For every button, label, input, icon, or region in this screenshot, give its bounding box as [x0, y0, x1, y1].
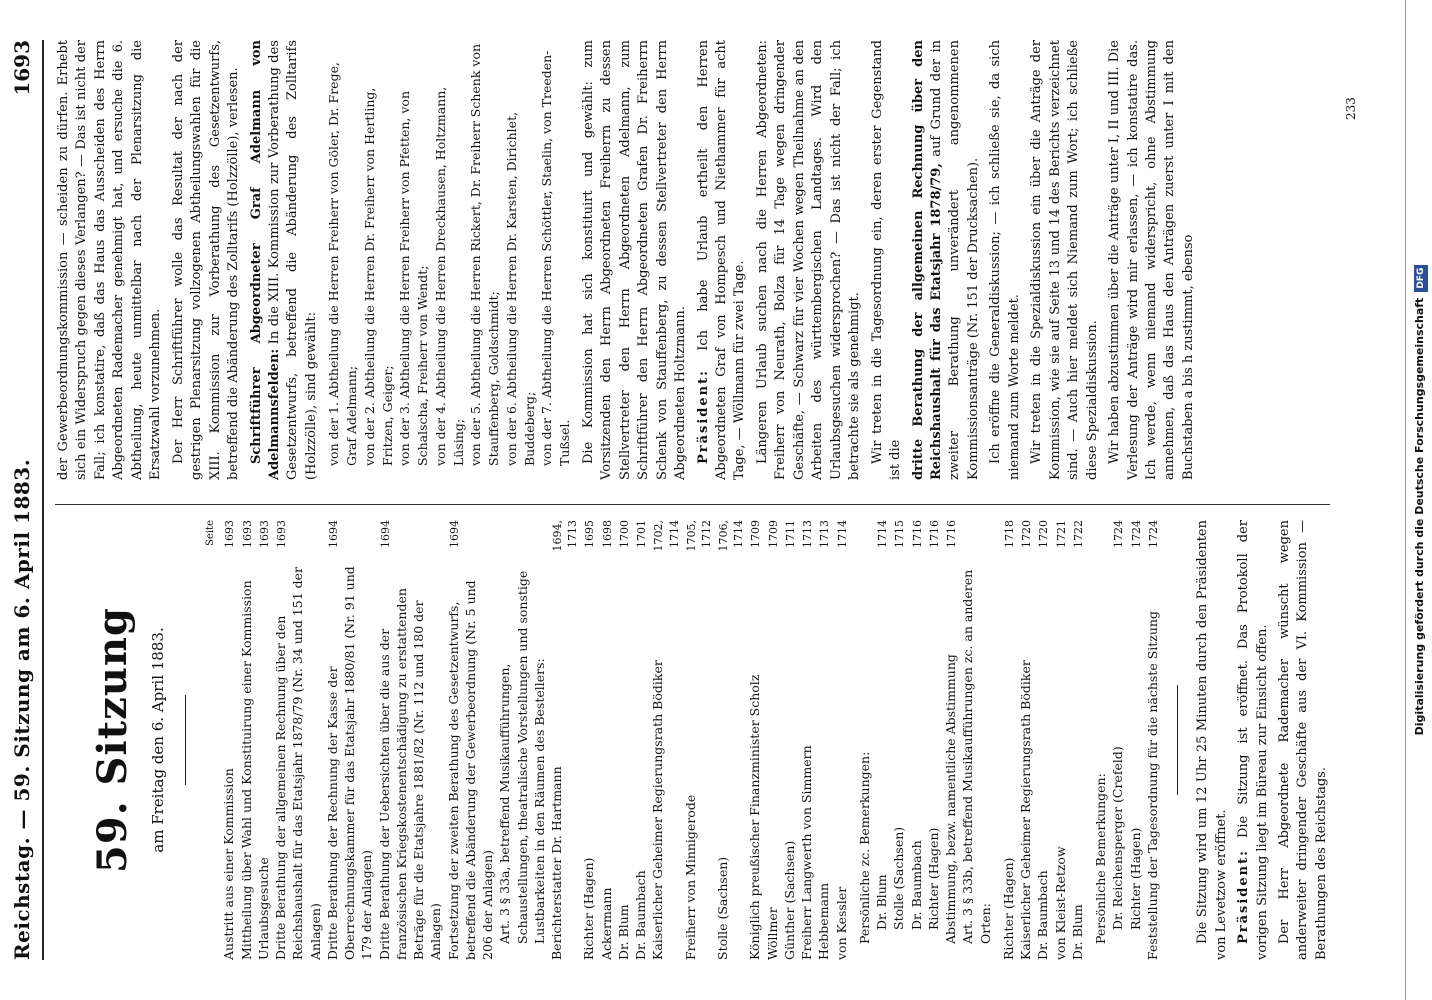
- section-rule: [1177, 685, 1178, 795]
- toc-entry-page: 1706, 1714: [717, 520, 746, 552]
- toc-entry-text: Richter (Hagen): [1127, 827, 1143, 930]
- toc-entry-text: Dritte Berathung der allgemeinen Rechnung über den Reichshaushalt für das Etatsjahr 1878/79 (Nr. 34 und 151 der Anlagen): [273, 567, 323, 960]
- toc-entry-text: Freiherr von Minnigerode: [682, 794, 698, 960]
- toc-entry: [714, 520, 746, 960]
- member-entry: von der 7. Abtheilung die Herren Schöttler, Staelin, von Treeden-Tußsel.: [539, 50, 573, 466]
- toc-entry: [376, 520, 445, 960]
- toc-entry-text: Wöllmer: [764, 907, 780, 960]
- member-entry: von der 4. Abtheilung die Herren Dreckhausen, Holtzmann, Lüsing;: [432, 86, 466, 466]
- toc-entry-page: 1694: [378, 520, 392, 548]
- toc-entry: [746, 520, 763, 960]
- toc-entry: [682, 520, 714, 960]
- toc-entry: [238, 520, 255, 960]
- toc-entry: [815, 520, 832, 960]
- body-paragraph: Der Herr Abgeordnete Rademacher wünscht wegen anderweiter dringender Geschäfte aus der VI. Kommission — Berathungen des Reichstags.: [1276, 520, 1329, 960]
- sitting-date: am Freitag den 6. April 1883.: [148, 627, 167, 853]
- toc-entry-text: Ackermann: [598, 887, 614, 960]
- page-number: 1693: [10, 40, 34, 96]
- toc-entry: [959, 520, 994, 960]
- toc-entry-text: Dritte Berathung der Rechnung der Kasse der Oberrechnungskammer für das Etatsjahr 1880/81 (Nr. 91 und 179 der Anlagen): [324, 566, 375, 960]
- toc-entry-text: Dr. Blum: [615, 904, 631, 960]
- toc-entry: [632, 520, 649, 960]
- toc-entry-page: 1724: [1112, 520, 1126, 548]
- toc-entry: [255, 520, 272, 960]
- speech-text: Ich habe Urlaub ertheilt den Herren Abgeordneten Graf von Hompesch und Niethammer für acht Tage, — Wöllmann für zwei Tage.: [695, 40, 748, 480]
- running-head: [8, 40, 38, 960]
- toc-entry-page: 1722: [1071, 520, 1085, 548]
- toc-entry-page: 1714: [876, 520, 890, 548]
- column-divider: [55, 504, 1330, 505]
- toc-entry-text: Stolle (Sachsen): [891, 826, 907, 930]
- funding-note: [1406, 0, 1432, 1000]
- toc-entry-page: 1724: [1146, 520, 1160, 548]
- toc-entry-text: Austritt aus einer Kommission: [221, 768, 237, 960]
- member-entry: von der 2. Abtheilung die Herren Dr. Freiherr von Hertling, Fritzen, Geiger;: [361, 87, 395, 466]
- toc-entry-page: 1713: [818, 520, 832, 548]
- toc-entry-text: von Kleist-Retzow: [1052, 846, 1068, 960]
- member-entry: von der 6. Abtheilung die Herren Dr. Karsten, Dirichlet, Buddeberg;: [503, 111, 537, 466]
- sitting-title: 59. Sitzung: [89, 607, 136, 873]
- toc-entry-text: Urlaubsgesuche: [255, 857, 271, 960]
- body-paragraph: der Gewerbeordnungskommission — scheiden zu dürfen. Erhebt sich ein Widerspruch gegen dieses Verlangen? — Das ist nicht der Fall; ich konstatire, daß das Haus das Ausscheiden des Herrn Abgeordneten Rademacher genehmigt hat, und ersuche die 6. Abtheilung, heute unmittelbar nach der Plenarsitzung die Ersatzwahl vorzunehmen.: [56, 40, 164, 480]
- toc-entry-page: 1716: [910, 520, 924, 548]
- toc-entry-text: Dr. Baumbach: [908, 840, 924, 930]
- toc-entry: [856, 520, 873, 960]
- opening-paragraph: Die Sitzung wird um 12 Uhr 25 Minuten durch den Präsidenten von Levetzow eröffnet.: [1195, 520, 1229, 960]
- toc-entry-page: 1694: [447, 520, 461, 548]
- toc-entry-text: Dr. Blum: [874, 874, 890, 930]
- toc-entry-text: Dr. Blum: [1069, 904, 1085, 960]
- body-paragraph: Wir haben abzustimmen über die Anträge unter I, II und III. Die Verlesung der Anträge wird mir erlassen, — ich konstatire das. Ich werde, wenn niemand widerspricht, ohne Abstimmung annehmen, daß das Haus den Anträgen zuerst unter I mit den Buchstaben a bis h zustimmt, ebenso: [1107, 40, 1196, 480]
- toc-entry-page: 1720: [1020, 520, 1034, 548]
- toc-entry: [925, 520, 942, 960]
- agenda-item: [910, 40, 984, 480]
- toc-entry-text: Richter (Hagen): [581, 857, 597, 960]
- agenda-text: auf Grund der in zweiter Berathung unverändert angenommenen Kommissionsanträge (Nr. 151 der Drucksachen).: [929, 40, 981, 480]
- toc-entry-page: 1702, 1714: [652, 520, 681, 552]
- toc-entry-text: Königlich preußischer Finanzminister Scholz: [747, 674, 763, 960]
- secretary-paragraph: [248, 40, 322, 480]
- toc-entry: [1144, 520, 1161, 960]
- toc-entry-text: Freiherr Langwerth von Simmern: [799, 745, 815, 960]
- toc-entry-text: von Kessler: [833, 886, 849, 960]
- speaker-label: Präsident:: [1236, 849, 1252, 944]
- toc-entry-page: 1698: [600, 520, 614, 548]
- toc-entry-page: 1700: [617, 520, 631, 548]
- body-paragraph: Ich eröffne die Generaldiskussion; — ich schließe sie, da sich niemand zum Worte meldet.: [988, 40, 1022, 480]
- toc-entry-text: Kaiserlicher Geheimer Regierungsrath Bödiker: [650, 660, 666, 960]
- digitization-sidebar: [1405, 0, 1432, 1000]
- toc-entry-page: 1715: [893, 520, 907, 548]
- toc-entry-text: Mittheilung über Wahl und Konstituirung einer Kommission: [238, 580, 254, 960]
- president-paragraph: [695, 40, 750, 480]
- header-rule: [42, 40, 44, 960]
- agenda-title: dritte Berathung der allgemeinen Rechnung über den Reichshaushalt für das Etatsjahr 1878/79,: [910, 40, 944, 480]
- toc-entry-page: 1724: [1129, 520, 1143, 548]
- toc-entry-text: Dr. Baumbach: [1035, 870, 1051, 960]
- right-column: [55, 40, 1335, 480]
- speaker-label: Schriftführer Abgeordneter Graf Adelmann von Adelmannsfelden:: [248, 40, 282, 480]
- toc-entry: [548, 520, 580, 960]
- toc-entry-page: 1694, 1713: [551, 520, 580, 552]
- toc-entry: [942, 520, 959, 960]
- dfg-logo: DFG: [1414, 265, 1428, 292]
- toc-entry-page: 1718: [1002, 520, 1016, 548]
- toc-entry: [764, 520, 781, 960]
- toc-entry: [1109, 520, 1126, 960]
- toc-entry: [890, 520, 907, 960]
- body-paragraph: Längeren Urlaub suchen nach die Herren Abgeordneten: Freiherr von Neurath, Bolza für 14 Tage wegen dringender Geschäfte, — Schwarz für vier Wochen wegen Theilnahme an den Arbeiten des württembergischen Landtages. Wird den Urlaubsgesuchen widersprochen? — Das ist nicht der Fall; ich betrachte sie als genehmigt.: [754, 40, 863, 480]
- toc-entry-page: 1716: [927, 520, 941, 548]
- toc-entry-text: Stolle (Sachsen): [715, 856, 731, 960]
- toc-entry-text: Günther (Sachsen): [781, 840, 797, 960]
- toc-entry: [1034, 520, 1051, 960]
- toc-entry-text: Persönliche zc. Bemerkungen:: [856, 751, 872, 944]
- toc-entry: [598, 520, 615, 960]
- toc-entry-page: 1694: [326, 520, 340, 548]
- toc-entry-text: Berichterstatter Dr. Hartmann: [549, 766, 565, 960]
- signature-mark: 233: [1344, 97, 1358, 120]
- toc-entry-text: Hebbemann: [816, 882, 832, 960]
- toc-entry-page: 1714: [835, 520, 849, 548]
- speech-text: In die XIII. Kommission zur Vorberathung des Gesetzentwurfs, betreffend die Abänderung des Zolltarifs (Holzzölle), sind gewählt:: [266, 40, 319, 480]
- toc-entry: [496, 520, 548, 960]
- toc-entry: [324, 520, 376, 960]
- member-entry: von der 1. Abtheilung die Herren Freiherr von Göler, Dr. Frege, Graf Adelmann;: [326, 62, 360, 466]
- toc-entry-text: Art. 3 § 33b, betreffend Musikaufführungen zc. an anderen Orten:: [960, 569, 993, 944]
- toc-entry: [1017, 520, 1034, 960]
- toc-entry: [908, 520, 925, 960]
- body-paragraph: Wir treten in die Tagesordnung ein, deren erster Gegenstand ist die: [869, 40, 904, 480]
- toc-entry-text: Richter (Hagen): [1000, 857, 1016, 960]
- title-rule: [185, 695, 186, 785]
- toc-entry-text: Persönliche Bemerkungen:: [1093, 773, 1109, 944]
- body-paragraph: Die Kommission hat sich konstituirt und gewählt: zum Vorsitzenden den Herrn Abgeordneten Freiherrn zu dessen Stellvertreter den Herrn Abgeordneten Adelmann, zum Schriftführer den Herrn Abgeordneten Grafen Dr. Freiherrn Schenk von Stauffenberg, zu dessen Stellvertreter den Herrn Abgeordneten Holtzmann.: [580, 40, 689, 480]
- left-column: [55, 520, 1335, 960]
- toc-entry-page: 1709: [766, 520, 780, 548]
- toc-entry-text: Dritte Berathung der Uebersichten über die aus der französischen Kriegskostenentschädigung zu erstattenden Beträge für die Etatsjahre 1881/82 (Nr. 112 und 180 der Anlagen): [376, 588, 444, 960]
- toc-entry: [615, 520, 632, 960]
- toc-entry: [873, 520, 890, 960]
- toc-entry: [1052, 520, 1069, 960]
- speech-text: Die Sitzung ist eröffnet. Das Protokoll der vorigen Sitzung liegt im Büreau zur Einsicht offen.: [1236, 520, 1270, 960]
- member-entry: von der 5. Abtheilung die Herren Rickert, Dr. Freiherr Schenk von Stauffenberg, Goldschmidt;: [468, 43, 502, 466]
- toc-entry-text: Art. 3 § 33a, betreffend Musikaufführungen, Schaustellungen, theatralische Vorstellungen und sonstige Lustbarkeiten in den Räumen des Bestellers:: [497, 570, 547, 944]
- toc-entry-page: 1705, 1712: [684, 520, 713, 552]
- toc-entry-page: 1701: [635, 520, 649, 548]
- toc-entry-page: 1721: [1054, 520, 1068, 548]
- toc-entry: [1127, 520, 1144, 960]
- toc-entry-page: 1709: [749, 520, 763, 548]
- toc-entry-page: 1693: [240, 520, 254, 548]
- toc-column-label: Seite: [205, 520, 217, 546]
- member-entry: von der 3. Abtheilung die Herren Freiherr von Pfetten, von Schalscha, Freiherr von Wendt;: [397, 90, 431, 466]
- toc-entry-page: 1693: [223, 520, 237, 548]
- toc-entry: [580, 520, 597, 960]
- running-head-title: Reichstag. — 59. Sitzung am 6. April 1883.: [10, 458, 34, 960]
- toc-entry-text: Kaiserlicher Geheimer Regierungsrath Bödiker: [1018, 660, 1034, 960]
- president-paragraph: [1235, 520, 1272, 960]
- toc-entry-page: 1720: [1037, 520, 1051, 548]
- toc-entry-text: Feststellung der Tagesordnung für die nächste Sitzung: [1144, 611, 1160, 960]
- toc-entry: [220, 520, 237, 960]
- toc-entry: [781, 520, 798, 960]
- toc-entry-text: Abstimmung, bezw. namentliche Abstimmung: [943, 654, 959, 944]
- toc-entry: [649, 520, 681, 960]
- toc-entry-page: 1711: [783, 520, 797, 548]
- toc-entry-text: Richter (Hagen): [925, 827, 941, 930]
- toc-entry: [798, 520, 815, 960]
- toc-entry: [272, 520, 324, 960]
- toc-entry-page: 1693: [257, 520, 271, 548]
- toc-entry-page: 1713: [801, 520, 815, 548]
- toc-entry: [445, 520, 497, 960]
- table-of-contents: [220, 520, 1161, 960]
- toc-entry: [833, 520, 850, 960]
- toc-entry-page: 1716: [945, 520, 959, 548]
- toc-entry-text: Dr. Reichensperger (Crefeld): [1110, 746, 1126, 930]
- toc-entry: [1092, 520, 1109, 960]
- toc-entry-text: Fortsetzung der zweiten Berathung des Gesetzentwurfs, betreffend die Abänderung der Gewerbeordnung (Nr. 5 und 206 der Anlagen): [445, 580, 496, 960]
- toc-entry-page: 1693: [275, 520, 289, 548]
- commission-members-list: [325, 40, 574, 480]
- toc-entry: [1000, 520, 1017, 960]
- body-paragraph: Der Herr Schriftführer wolle das Resultat der nach der gestrigen Plenarsitzung vollzogenen Abtheilungswahlen für die XIII. Kommission zur Vorberathung des Gesetzentwurfs, betreffend die Abänderung des Zolltarifs (Holzzölle), verlesen.: [170, 40, 242, 480]
- funding-text: Digitalisierung gefördert durch die Deutsche Forschungsgemeinschaft: [1413, 297, 1426, 736]
- toc-entry-text: Dr. Baumbach: [633, 870, 649, 960]
- body-paragraph: Wir treten in die Spezialdiskussion ein über die Anträge der Kommission, wie sie auf Seite 13 und 14 des Berichts verzeichnet sind. — Auch hier meldet sich Niemand zum Wort; ich schließe diese Spezialdiskussion.: [1029, 40, 1100, 480]
- toc-entry-page: 1695: [583, 520, 597, 548]
- speaker-label: Präsident:: [695, 369, 711, 464]
- toc-entry: [1069, 520, 1086, 960]
